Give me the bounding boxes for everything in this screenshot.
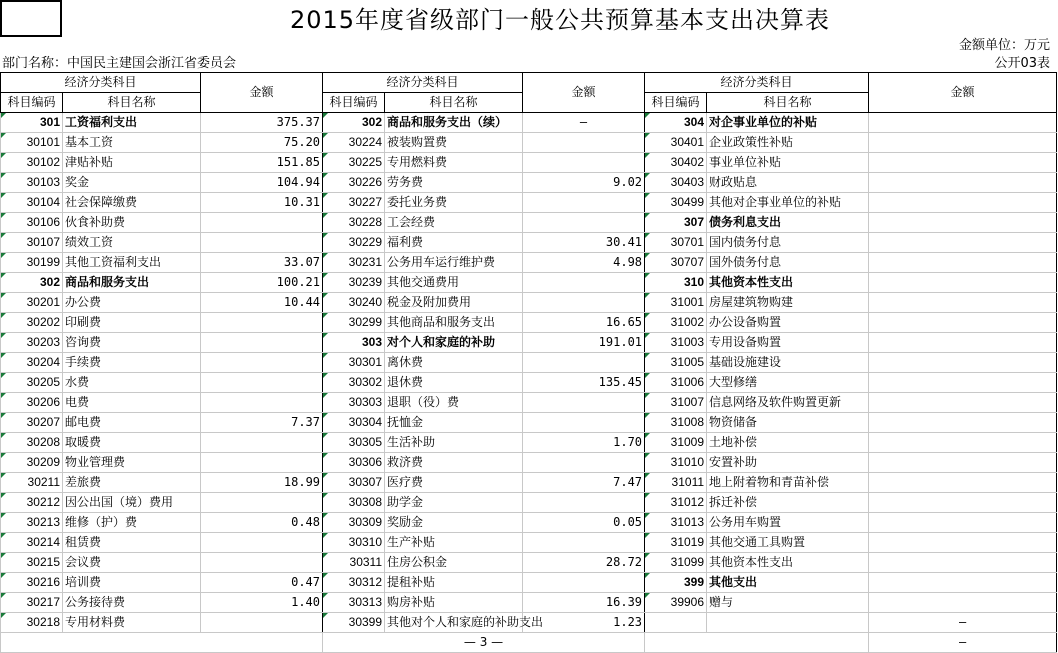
subject-name-cell[interactable]: 福利费 <box>385 233 523 253</box>
table-row <box>1 393 1057 413</box>
subject-name-cell[interactable]: 差旅费 <box>63 473 201 493</box>
subject-code-cell[interactable]: 30201 <box>1 293 63 313</box>
subject-name-cell[interactable]: 物业管理费 <box>63 453 201 473</box>
subject-code-cell[interactable]: 31010 <box>645 453 707 473</box>
amount-cell[interactable]: 0.47 <box>201 573 323 593</box>
amount-cell[interactable]: 0.05 <box>523 513 645 533</box>
subject-code-cell[interactable]: 30701 <box>645 233 707 253</box>
amount-cell[interactable] <box>869 153 1057 173</box>
subject-name-cell[interactable]: 印刷费 <box>63 313 201 333</box>
subject-name-cell[interactable] <box>707 613 869 633</box>
subject-code-cell[interactable]: 30299 <box>323 313 385 333</box>
amount-cell[interactable] <box>869 413 1057 433</box>
amount-cell[interactable] <box>201 393 323 413</box>
subject-name-cell[interactable]: 大型修缮 <box>707 373 869 393</box>
subject-code-cell[interactable]: 30103 <box>1 173 63 193</box>
amount-cell[interactable] <box>201 553 323 573</box>
subject-code-cell[interactable]: 31009 <box>645 433 707 453</box>
amount-cell[interactable]: 375.37 <box>201 113 323 133</box>
subject-code-cell[interactable]: 30231 <box>323 253 385 273</box>
subject-code-cell[interactable]: 30310 <box>323 533 385 553</box>
subject-code-cell[interactable]: 30303 <box>323 393 385 413</box>
table-row <box>1 513 1057 533</box>
amount-cell[interactable] <box>201 453 323 473</box>
subject-code-cell[interactable]: 31002 <box>645 313 707 333</box>
subject-code-cell[interactable]: 303 <box>323 333 385 353</box>
subject-name-cell[interactable]: 退职（役）费 <box>385 393 523 413</box>
subject-code-cell[interactable]: 30499 <box>645 193 707 213</box>
page-number: — 3 — <box>323 633 645 653</box>
table-row <box>1 473 1057 493</box>
subject-code-cell[interactable]: 30101 <box>1 133 63 153</box>
amount-cell[interactable] <box>869 193 1057 213</box>
subject-name-cell[interactable]: 因公出国（境）费用 <box>63 493 201 513</box>
subject-code-cell[interactable] <box>645 613 707 633</box>
subject-code-cell[interactable]: 399 <box>645 573 707 593</box>
amount-cell[interactable] <box>201 233 323 253</box>
subject-name-cell[interactable]: 生活补助 <box>385 433 523 453</box>
subject-code-cell[interactable]: 30217 <box>1 593 63 613</box>
subject-code-cell[interactable]: 31099 <box>645 553 707 573</box>
subject-code-cell[interactable]: 30707 <box>645 253 707 273</box>
amount-cell[interactable]: 7.47 <box>523 473 645 493</box>
amount-cell[interactable] <box>869 313 1057 333</box>
table-row <box>1 253 1057 273</box>
subject-code-cell[interactable]: 30309 <box>323 513 385 533</box>
subject-name-cell[interactable]: 其他支出 <box>707 573 869 593</box>
subject-code-cell[interactable]: 30239 <box>323 273 385 293</box>
subject-name-cell[interactable]: 专用设备购置 <box>707 333 869 353</box>
header-name-1: 科目名称 <box>63 93 201 113</box>
subject-code-cell[interactable]: 39906 <box>645 593 707 613</box>
amount-cell[interactable] <box>869 593 1057 613</box>
table-row <box>1 593 1057 613</box>
subject-code-cell[interactable]: 30305 <box>323 433 385 453</box>
amount-cell[interactable] <box>523 193 645 213</box>
amount-cell[interactable]: 1.70 <box>523 433 645 453</box>
amount-cell[interactable]: 191.01 <box>523 333 645 353</box>
subject-name-cell[interactable]: 办公费 <box>63 293 201 313</box>
subject-name-cell[interactable]: 专用燃料费 <box>385 153 523 173</box>
subject-code-cell[interactable]: 30225 <box>323 153 385 173</box>
amount-cell[interactable] <box>869 473 1057 493</box>
subject-name-cell[interactable]: 邮电费 <box>63 413 201 433</box>
header-amount-2: 金额 <box>523 73 645 113</box>
subject-code-cell[interactable]: 31007 <box>645 393 707 413</box>
expenditure-table <box>0 72 1057 653</box>
amount-cell[interactable]: 10.44 <box>201 293 323 313</box>
table-row <box>1 193 1057 213</box>
subject-code-cell[interactable]: 30203 <box>1 333 63 353</box>
amount-cell[interactable] <box>523 393 645 413</box>
subject-name-cell[interactable]: 退休费 <box>385 373 523 393</box>
amount-cell[interactable] <box>869 553 1057 573</box>
subject-code-cell[interactable]: 30227 <box>323 193 385 213</box>
subject-code-cell[interactable]: 30229 <box>323 233 385 253</box>
subject-name-cell[interactable]: 对企事业单位的补贴 <box>707 113 869 133</box>
subject-code-cell[interactable]: 30402 <box>645 153 707 173</box>
subject-name-cell[interactable]: 物资储备 <box>707 413 869 433</box>
amount-cell[interactable]: 18.99 <box>201 473 323 493</box>
subject-name-cell[interactable]: 购房补贴 <box>385 593 523 613</box>
amount-cell[interactable] <box>869 293 1057 313</box>
subject-name-cell[interactable]: 救济费 <box>385 453 523 473</box>
subject-name-cell[interactable]: 其他交通费用 <box>385 273 523 293</box>
table-row <box>1 233 1057 253</box>
subject-code-cell[interactable]: 30104 <box>1 193 63 213</box>
subject-name-cell[interactable]: 房屋建筑物购建 <box>707 293 869 313</box>
subject-name-cell[interactable]: 地上附着物和青苗补偿 <box>707 473 869 493</box>
subject-name-cell[interactable]: 信息网络及软件购置更新 <box>707 393 869 413</box>
subject-code-cell[interactable]: 31019 <box>645 533 707 553</box>
subject-code-cell[interactable]: 30216 <box>1 573 63 593</box>
subject-name-cell[interactable]: 会议费 <box>63 553 201 573</box>
subject-name-cell[interactable]: 被装购置费 <box>385 133 523 153</box>
table-row <box>1 433 1057 453</box>
subject-name-cell[interactable]: 离休费 <box>385 353 523 373</box>
subject-code-cell[interactable]: 30224 <box>323 133 385 153</box>
subject-name-cell[interactable]: 咨询费 <box>63 333 201 353</box>
subject-code-cell[interactable]: 304 <box>645 113 707 133</box>
table-row <box>1 453 1057 473</box>
subject-code-cell[interactable]: 30226 <box>323 173 385 193</box>
amount-cell[interactable] <box>869 393 1057 413</box>
amount-cell[interactable] <box>869 453 1057 473</box>
header-name-3: 科目名称 <box>707 93 869 113</box>
subject-name-cell[interactable]: 税金及附加费用 <box>385 293 523 313</box>
subject-name-cell[interactable]: 商品和服务支出（续） <box>385 113 523 133</box>
subject-code-cell[interactable]: 30215 <box>1 553 63 573</box>
subject-code-cell[interactable]: 30204 <box>1 353 63 373</box>
subject-code-cell[interactable]: 30106 <box>1 213 63 233</box>
subject-name-cell[interactable]: 公务用车购置 <box>707 513 869 533</box>
amount-cell[interactable] <box>523 493 645 513</box>
header-group-2: 经济分类科目 <box>323 73 523 93</box>
amount-cell[interactable] <box>523 353 645 373</box>
subject-code-cell[interactable]: 30312 <box>323 573 385 593</box>
table-row <box>1 213 1057 233</box>
amount-cell[interactable] <box>869 273 1057 293</box>
header-code-1: 科目编码 <box>1 93 63 113</box>
subject-name-cell[interactable]: 手续费 <box>63 353 201 373</box>
amount-cell[interactable] <box>201 493 323 513</box>
subject-name-cell[interactable]: 其他资本性支出 <box>707 273 869 293</box>
subject-code-cell[interactable]: 30211 <box>1 473 63 493</box>
subject-name-cell[interactable]: 其他对个人和家庭的补助支出 <box>385 613 523 633</box>
amount-cell[interactable] <box>869 433 1057 453</box>
amount-cell[interactable]: 9.02 <box>523 173 645 193</box>
amount-cell[interactable] <box>201 433 323 453</box>
amount-cell[interactable]: 0.48 <box>201 513 323 533</box>
subject-name-cell[interactable]: 国内债务付息 <box>707 233 869 253</box>
amount-cell[interactable] <box>523 133 645 153</box>
subject-code-cell[interactable]: 31001 <box>645 293 707 313</box>
subject-name-cell[interactable]: 国外债务付息 <box>707 253 869 273</box>
subject-name-cell[interactable]: 伙食补助费 <box>63 213 201 233</box>
table-row <box>1 313 1057 333</box>
subject-code-cell[interactable]: 31012 <box>645 493 707 513</box>
amount-cell[interactable] <box>869 173 1057 193</box>
amount-cell[interactable] <box>869 113 1057 133</box>
amount-cell[interactable] <box>869 513 1057 533</box>
table-row <box>1 153 1057 173</box>
amount-cell[interactable] <box>523 293 645 313</box>
subject-code-cell[interactable]: 30301 <box>323 353 385 373</box>
subject-name-cell[interactable]: 奖金 <box>63 173 201 193</box>
amount-cell[interactable]: — <box>869 613 1057 633</box>
subject-code-cell[interactable]: 31013 <box>645 513 707 533</box>
subject-code-cell[interactable]: 30308 <box>323 493 385 513</box>
table-row <box>1 413 1057 433</box>
table-row <box>1 353 1057 373</box>
header-code-2: 科目编码 <box>323 93 385 113</box>
subject-code-cell[interactable]: 30214 <box>1 533 63 553</box>
subject-name-cell[interactable]: 医疗费 <box>385 473 523 493</box>
footer-blank-2 <box>645 633 869 653</box>
subject-code-cell[interactable]: 30218 <box>1 613 63 633</box>
subject-code-cell[interactable]: 301 <box>1 113 63 133</box>
subject-code-cell[interactable]: 30399 <box>323 613 385 633</box>
amount-cell[interactable] <box>869 533 1057 553</box>
amount-cell[interactable] <box>869 213 1057 233</box>
footer-dash: — <box>869 633 1057 653</box>
subject-code-cell[interactable]: 30213 <box>1 513 63 533</box>
subject-name-cell[interactable]: 基础设施建设 <box>707 353 869 373</box>
subject-name-cell[interactable]: 专用材料费 <box>63 613 201 633</box>
subject-code-cell[interactable]: 30199 <box>1 253 63 273</box>
subject-name-cell[interactable]: 电费 <box>63 393 201 413</box>
header-group-1: 经济分类科目 <box>1 73 201 93</box>
subject-code-cell[interactable]: 302 <box>1 273 63 293</box>
table-row <box>1 613 1057 633</box>
amount-cell[interactable] <box>869 353 1057 373</box>
table-row <box>1 133 1057 153</box>
amount-cell[interactable]: 30.41 <box>523 233 645 253</box>
amount-cell[interactable] <box>869 373 1057 393</box>
amount-unit: 金额单位：万元 <box>958 38 1050 53</box>
subject-name-cell[interactable]: 维修（护）费 <box>63 513 201 533</box>
subject-name-cell[interactable]: 债务利息支出 <box>707 213 869 233</box>
subject-name-cell[interactable]: 其他交通工具购置 <box>707 533 869 553</box>
table-row <box>1 553 1057 573</box>
amount-cell[interactable]: 1.40 <box>201 593 323 613</box>
subject-code-cell[interactable]: 30206 <box>1 393 63 413</box>
subject-code-cell[interactable]: 30403 <box>645 173 707 193</box>
subject-code-cell[interactable]: 30212 <box>1 493 63 513</box>
subject-name-cell[interactable]: 提租补贴 <box>385 573 523 593</box>
amount-cell[interactable]: 33.07 <box>201 253 323 273</box>
amount-cell[interactable]: 16.39 <box>523 593 645 613</box>
subject-name-cell[interactable]: 劳务费 <box>385 173 523 193</box>
amount-cell[interactable] <box>869 253 1057 273</box>
subject-name-cell[interactable]: 奖励金 <box>385 513 523 533</box>
subject-name-cell[interactable]: 其他对企事业单位的补贴 <box>707 193 869 213</box>
amount-cell[interactable]: 104.94 <box>201 173 323 193</box>
amount-cell[interactable] <box>523 273 645 293</box>
amount-cell[interactable] <box>201 373 323 393</box>
header-code-3: 科目编码 <box>645 93 707 113</box>
table-row <box>1 533 1057 553</box>
amount-cell[interactable] <box>201 313 323 333</box>
subject-code-cell[interactable]: 30107 <box>1 233 63 253</box>
table-row <box>1 373 1057 393</box>
subject-name-cell[interactable]: 公务用车运行维护费 <box>385 253 523 273</box>
subject-name-cell[interactable]: 拆迁补偿 <box>707 493 869 513</box>
subject-code-cell[interactable]: 31005 <box>645 353 707 373</box>
table-code: 公开03表 <box>994 56 1050 71</box>
subject-code-cell[interactable]: 30102 <box>1 153 63 173</box>
subject-code-cell[interactable]: 30307 <box>323 473 385 493</box>
table-row <box>1 573 1057 593</box>
subject-code-cell[interactable]: 30209 <box>1 453 63 473</box>
subject-code-cell[interactable]: 30313 <box>323 593 385 613</box>
subject-name-cell[interactable]: 商品和服务支出 <box>63 273 201 293</box>
subject-name-cell[interactable]: 取暖费 <box>63 433 201 453</box>
cell-name-box[interactable] <box>0 0 62 37</box>
amount-cell[interactable] <box>869 233 1057 253</box>
subject-code-cell[interactable]: 30208 <box>1 433 63 453</box>
subject-name-cell[interactable]: 安置补助 <box>707 453 869 473</box>
table-row <box>1 293 1057 313</box>
amount-cell[interactable]: 7.37 <box>201 413 323 433</box>
subject-name-cell[interactable]: 抚恤金 <box>385 413 523 433</box>
amount-cell[interactable] <box>869 333 1057 353</box>
subject-code-cell[interactable]: 307 <box>645 213 707 233</box>
subject-name-cell[interactable]: 对个人和家庭的补助 <box>385 333 523 353</box>
subject-name-cell[interactable]: 委托业务费 <box>385 193 523 213</box>
subject-name-cell[interactable]: 其他工资福利支出 <box>63 253 201 273</box>
amount-cell[interactable] <box>523 533 645 553</box>
amount-cell[interactable]: 151.85 <box>201 153 323 173</box>
amount-cell[interactable] <box>201 613 323 633</box>
subject-name-cell[interactable]: 绩效工资 <box>63 233 201 253</box>
subject-name-cell[interactable]: 其他资本性支出 <box>707 553 869 573</box>
subject-code-cell[interactable]: 31011 <box>645 473 707 493</box>
subject-name-cell[interactable]: 事业单位补贴 <box>707 153 869 173</box>
subject-code-cell[interactable]: 30202 <box>1 313 63 333</box>
subject-name-cell[interactable]: 赠与 <box>707 593 869 613</box>
amount-cell[interactable] <box>201 533 323 553</box>
amount-cell[interactable]: 28.72 <box>523 553 645 573</box>
table-row <box>1 113 1057 133</box>
amount-cell[interactable]: 135.45 <box>523 373 645 393</box>
table-row <box>1 333 1057 353</box>
subject-name-cell[interactable]: 租赁费 <box>63 533 201 553</box>
amount-cell[interactable]: 75.20 <box>201 133 323 153</box>
subject-code-cell[interactable]: 30240 <box>323 293 385 313</box>
department-name: 部门名称：中国民主建国会浙江省委员会 <box>2 56 237 71</box>
subject-code-cell[interactable]: 30401 <box>645 133 707 153</box>
report-title: 2015年度省级部门一般公共预算基本支出决算表 <box>289 6 831 34</box>
amount-cell[interactable] <box>869 133 1057 153</box>
amount-cell[interactable] <box>523 153 645 173</box>
subject-name-cell[interactable]: 社会保障缴费 <box>63 193 201 213</box>
header-amount-1: 金额 <box>201 73 323 113</box>
subject-code-cell[interactable]: 30205 <box>1 373 63 393</box>
header-amount-3: 金额 <box>869 73 1057 113</box>
subject-code-cell[interactable]: 31006 <box>645 373 707 393</box>
header-name-2: 科目名称 <box>385 93 523 113</box>
subject-name-cell[interactable]: 工会经费 <box>385 213 523 233</box>
subject-name-cell[interactable]: 办公设备购置 <box>707 313 869 333</box>
subject-name-cell[interactable]: 住房公积金 <box>385 553 523 573</box>
subject-code-cell[interactable]: 30304 <box>323 413 385 433</box>
header-group-3: 经济分类科目 <box>645 73 869 93</box>
subject-name-cell[interactable]: 土地补偿 <box>707 433 869 453</box>
subject-name-cell[interactable]: 生产补贴 <box>385 533 523 553</box>
amount-cell[interactable]: 4.98 <box>523 253 645 273</box>
amount-cell[interactable]: 10.31 <box>201 193 323 213</box>
subject-code-cell[interactable]: 30207 <box>1 413 63 433</box>
subject-name-cell[interactable]: 培训费 <box>63 573 201 593</box>
subject-name-cell[interactable]: 财政贴息 <box>707 173 869 193</box>
subject-code-cell[interactable]: 30228 <box>323 213 385 233</box>
subject-name-cell[interactable]: 基本工资 <box>63 133 201 153</box>
amount-cell[interactable] <box>201 353 323 373</box>
amount-cell[interactable] <box>523 413 645 433</box>
subject-code-cell[interactable]: 30306 <box>323 453 385 473</box>
subject-code-cell[interactable]: 31008 <box>645 413 707 433</box>
amount-cell[interactable]: — <box>523 113 645 133</box>
subject-name-cell[interactable]: 助学金 <box>385 493 523 513</box>
subject-name-cell[interactable]: 其他商品和服务支出 <box>385 313 523 333</box>
amount-cell[interactable]: 100.21 <box>201 273 323 293</box>
subject-code-cell[interactable]: 31003 <box>645 333 707 353</box>
amount-cell[interactable] <box>869 493 1057 513</box>
subject-code-cell[interactable]: 30302 <box>323 373 385 393</box>
amount-cell[interactable] <box>201 213 323 233</box>
amount-cell[interactable] <box>523 453 645 473</box>
table-row <box>1 273 1057 293</box>
amount-cell[interactable] <box>869 573 1057 593</box>
table-row <box>1 493 1057 513</box>
subject-code-cell[interactable]: 310 <box>645 273 707 293</box>
footer-row <box>1 633 1057 653</box>
subject-code-cell[interactable]: 302 <box>323 113 385 133</box>
amount-cell[interactable] <box>523 573 645 593</box>
amount-cell[interactable]: 1.23 <box>523 613 645 633</box>
table-row <box>1 173 1057 193</box>
footer-blank-1 <box>1 633 323 653</box>
subject-name-cell[interactable]: 公务接待费 <box>63 593 201 613</box>
subject-name-cell[interactable]: 津贴补贴 <box>63 153 201 173</box>
subject-name-cell[interactable]: 水费 <box>63 373 201 393</box>
subject-name-cell[interactable]: 企业政策性补贴 <box>707 133 869 153</box>
amount-cell[interactable]: 16.65 <box>523 313 645 333</box>
subject-name-cell[interactable]: 工资福利支出 <box>63 113 201 133</box>
amount-cell[interactable] <box>201 333 323 353</box>
subject-code-cell[interactable]: 30311 <box>323 553 385 573</box>
amount-cell[interactable] <box>523 213 645 233</box>
